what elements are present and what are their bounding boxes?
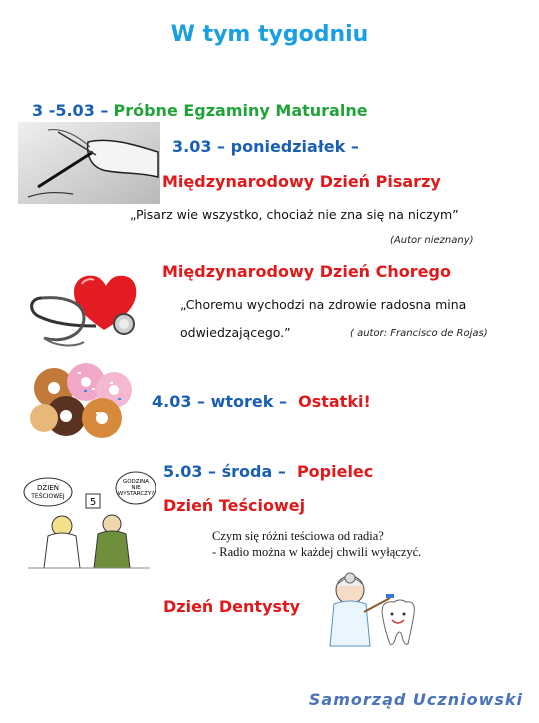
writers-day: Międzynarodowy Dzień Pisarzy <box>162 172 441 191</box>
footer-signature: Samorząd Uczniowski <box>308 690 523 709</box>
writing-hand-image <box>18 122 160 204</box>
sick-day: Międzynarodowy Dzień Chorego <box>162 262 451 281</box>
sick-quote-line2: odwiedzającego.” <box>180 325 291 340</box>
writers-quote: „Pisarz wie wszystko, chociaż nie zna się na niczym” <box>130 207 459 222</box>
joke-answer: - Radio można w każdej chwili wyłączyć. <box>212 545 422 559</box>
tuesday-event: Ostatki! <box>298 392 371 411</box>
joke-question: Czym się różni teściowa od radia? <box>212 529 384 543</box>
monday-date: 3.03 – poniedziałek – <box>172 137 359 156</box>
exams-line <box>32 101 368 120</box>
tuesday-date: 4.03 – wtorek – <box>152 392 287 411</box>
svg-text:WYSTARCZY?: WYSTARCZY? <box>117 491 155 497</box>
svg-text:TEŚCIOWEJ: TEŚCIOWEJ <box>31 493 65 500</box>
exams-label: Próbne Egzaminy Maturalne <box>113 101 368 120</box>
writers-quote-author: (Autor nieznany) <box>390 235 474 246</box>
mother-in-law-comic <box>22 470 156 570</box>
tuesday-line <box>152 392 371 411</box>
dentist-day: Dzień Dentysty <box>163 597 301 616</box>
exams-date: 3 -5.03 – <box>32 101 109 120</box>
sick-quote-author: ( autor: Francisco de Rojas) <box>350 328 488 339</box>
sick-quote-line1: „Choremu wychodzi na zdrowie radosna mina <box>180 297 467 312</box>
heart-stethoscope-image <box>24 268 148 356</box>
comic-bubble-left: DZIEŃ <box>37 484 59 492</box>
comic-number: 5 <box>89 497 97 508</box>
mother-in-law-day: Dzień Teściowej <box>163 496 306 515</box>
wednesday-date: 5.03 – środa – <box>163 462 286 481</box>
ash-wednesday: Popielec <box>296 462 374 481</box>
donuts-image <box>26 360 136 442</box>
dentist-tooth-image <box>324 568 418 650</box>
comic-bubble-right: GODZINA <box>122 479 150 485</box>
svg-text:NIE: NIE <box>131 485 141 491</box>
page-title: W tym tygodniu <box>170 22 369 47</box>
wednesday-line <box>163 462 373 481</box>
